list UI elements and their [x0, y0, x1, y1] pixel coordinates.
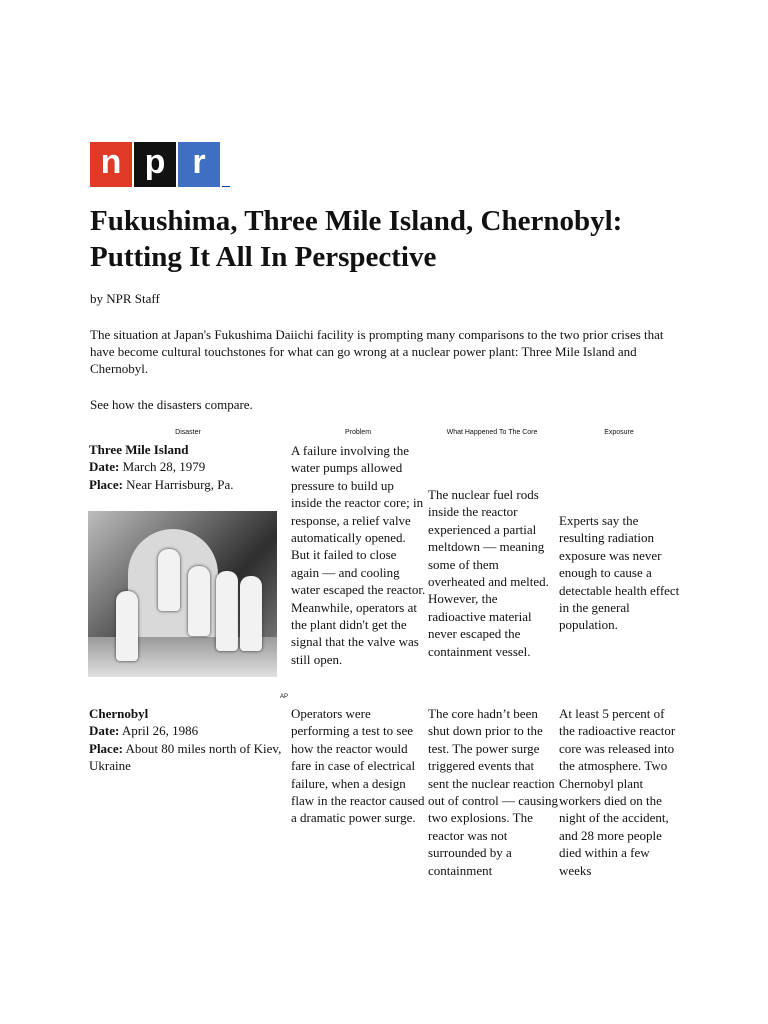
chernobyl-core: The core hadn’t been shut down prior to the test. The power surge triggered events that sent the nuclear reaction out of control — causing two explosions. The reactor was not surrounded by a containment — [428, 706, 558, 878]
npr-logo-r: r — [178, 142, 220, 187]
photo-credit: AP — [280, 694, 289, 700]
tmi-date-label: Date: — [89, 459, 120, 475]
logo-link-underline — [222, 186, 230, 187]
photo-worker — [116, 591, 138, 661]
tmi-name: Three Mile Island — [89, 442, 189, 457]
intro-paragraph: The situation at Japan's Fukushima Daiichi facility is prompting many comparisons to the two prior crises that have become cultural touchstones for what can go wrong at a nuclear power plant: Three Mile Island and Chernobyl. — [90, 327, 664, 376]
header-disaster: Disaster — [175, 429, 201, 436]
tmi-photo — [88, 511, 277, 677]
chernobyl-place: About 80 miles north of Kiev, Ukraine — [89, 740, 282, 774]
npr-logo-p: p — [134, 142, 176, 187]
chernobyl-disaster-cell — [89, 705, 287, 775]
tmi-date: March 28, 1979 — [122, 459, 206, 475]
chernobyl-problem: Operators were performing a test to see how the reactor would fare in case of electrical failure, when a design flaw in the reactor caused a dramatic power surge. — [291, 706, 425, 826]
photo-worker — [216, 571, 238, 651]
photo-worker — [240, 576, 262, 651]
article-title: Fukushima, Three Mile Island, Chernobyl: Putting It All In Perspective — [90, 205, 623, 273]
tmi-place: Near Harrisburg, Pa. — [126, 476, 234, 492]
chernobyl-exposure: At least 5 percent of the radioactive reactor core was released into the atmosphere. Two Chernobyl plant workers died on the night of the accident, and 28 more people died within a few weeks — [559, 706, 676, 878]
chernobyl-date-label: Date: — [89, 723, 120, 739]
header-core: What Happened To The Core — [446, 429, 538, 436]
tmi-disaster-cell — [89, 441, 287, 493]
chernobyl-date: April 26, 1986 — [121, 723, 199, 739]
see-how-text: See how the disasters compare. — [90, 397, 253, 412]
tmi-core: The nuclear fuel rods inside the reactor experienced a partial meltdown — meaning some of them overheated and melted. However, the radioactive material never escaped the containment vessel. — [428, 487, 549, 659]
chernobyl-place-label: Place: — [89, 740, 123, 756]
header-exposure: Exposure — [604, 429, 634, 436]
chernobyl-name: Chernobyl — [89, 706, 149, 721]
tmi-exposure: Experts say the resulting radiation exposure was never enough to cause a detectable health effect in the general population. — [559, 513, 680, 633]
photo-worker — [158, 549, 180, 611]
photo-worker — [188, 566, 210, 636]
npr-logo-n: n — [90, 142, 132, 187]
tmi-problem: A failure involving the water pumps allowed pressure to build up inside the reactor core; in response, a relief valve automatically opened. But it failed to close again — and cooling water escaped the reactor. Meanwhile, operators at the plant didn't get the signal that the valve was still open. — [291, 443, 426, 667]
tmi-place-label: Place: — [89, 476, 123, 492]
header-problem: Problem — [344, 429, 372, 436]
byline: by NPR Staff — [90, 291, 160, 306]
npr-logo[interactable] — [90, 142, 230, 187]
